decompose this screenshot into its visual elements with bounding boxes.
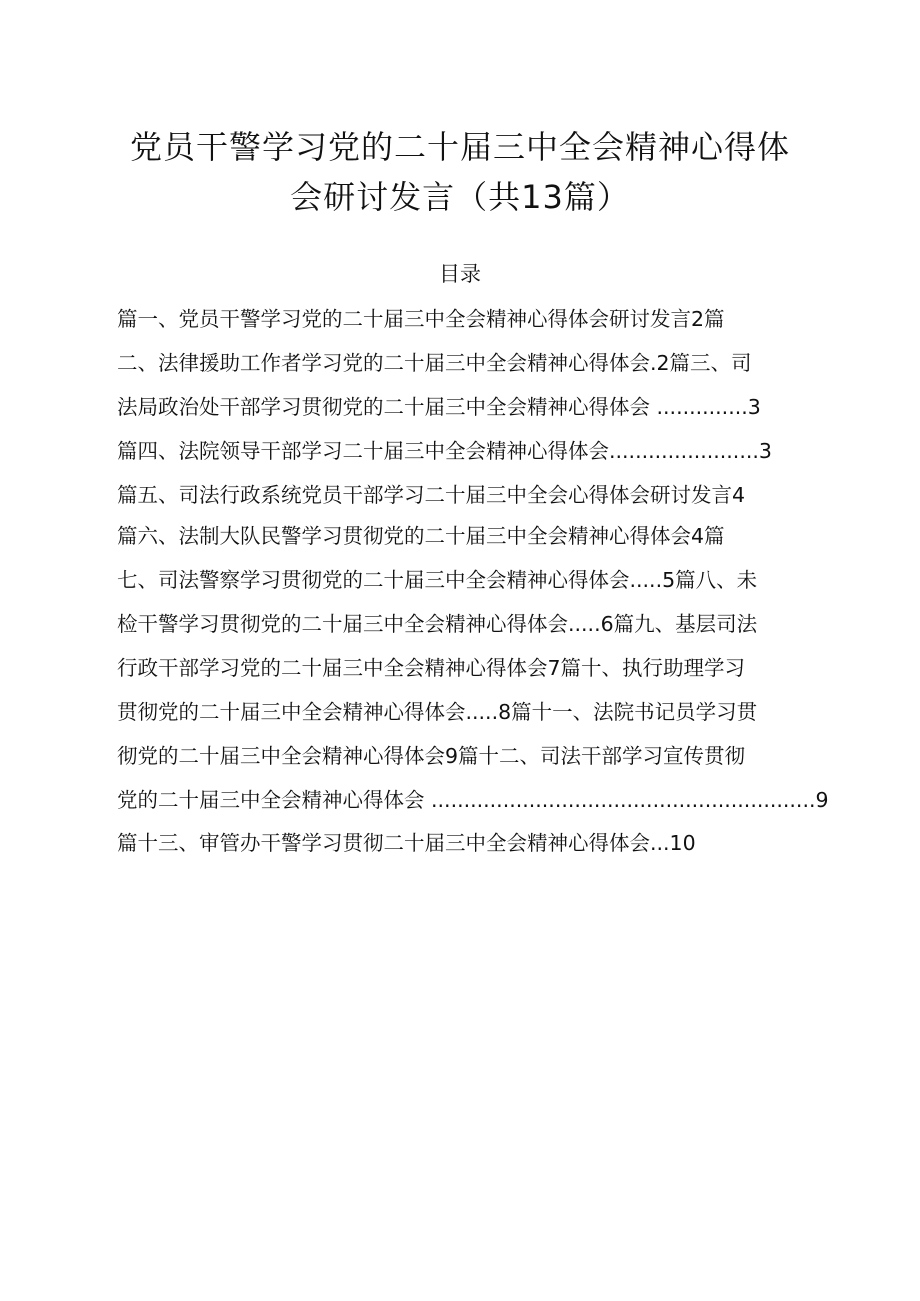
document-title-line-1: 党员干警学习党的二十届三中全会精神心得体: [129, 128, 790, 166]
toc-line[interactable]: 检干警学习贯彻党的二十届三中全会精神心得体会.....6篇九、基层司法: [117, 612, 758, 636]
toc-line[interactable]: 篇五、司法行政系统党员干部学习二十届三中全会心得体会研讨发言4: [117, 483, 746, 507]
document-title-line-2: 会研讨发言（共13篇）: [290, 178, 630, 216]
toc-heading: 目录: [439, 262, 481, 286]
toc-line[interactable]: 党的二十届三中全会精神心得体会 ...........................................................9: [117, 788, 829, 812]
toc-line[interactable]: 二、法律援助工作者学习党的二十届三中全会精神心得体会.2篇三、司: [117, 351, 752, 375]
toc-line[interactable]: 篇四、法院领导干部学习二十届三中全会精神心得体会.......................3: [117, 439, 772, 463]
toc-line[interactable]: 七、司法警察学习贯彻党的二十届三中全会精神心得体会.....5篇八、未: [117, 568, 758, 592]
toc-line[interactable]: 彻党的二十届三中全会精神心得体会9篇十二、司法干部学习宣传贯彻: [117, 744, 746, 768]
toc-line[interactable]: 贯彻党的二十届三中全会精神心得体会.....8篇十一、法院书记员学习贯: [117, 700, 758, 724]
toc-line[interactable]: 法局政治处干部学习贯彻党的二十届三中全会精神心得体会 ..............3: [117, 395, 761, 419]
toc-line[interactable]: 篇十三、审管办干警学习贯彻二十届三中全会精神心得体会...10: [117, 831, 696, 855]
toc-line[interactable]: 篇一、党员干警学习党的二十届三中全会精神心得体会研讨发言2篇: [117, 307, 725, 331]
toc-line[interactable]: 篇六、法制大队民警学习贯彻党的二十届三中全会精神心得体会4篇: [117, 524, 725, 548]
toc-line[interactable]: 行政干部学习党的二十届三中全会精神心得体会7篇十、执行助理学习: [117, 656, 746, 680]
